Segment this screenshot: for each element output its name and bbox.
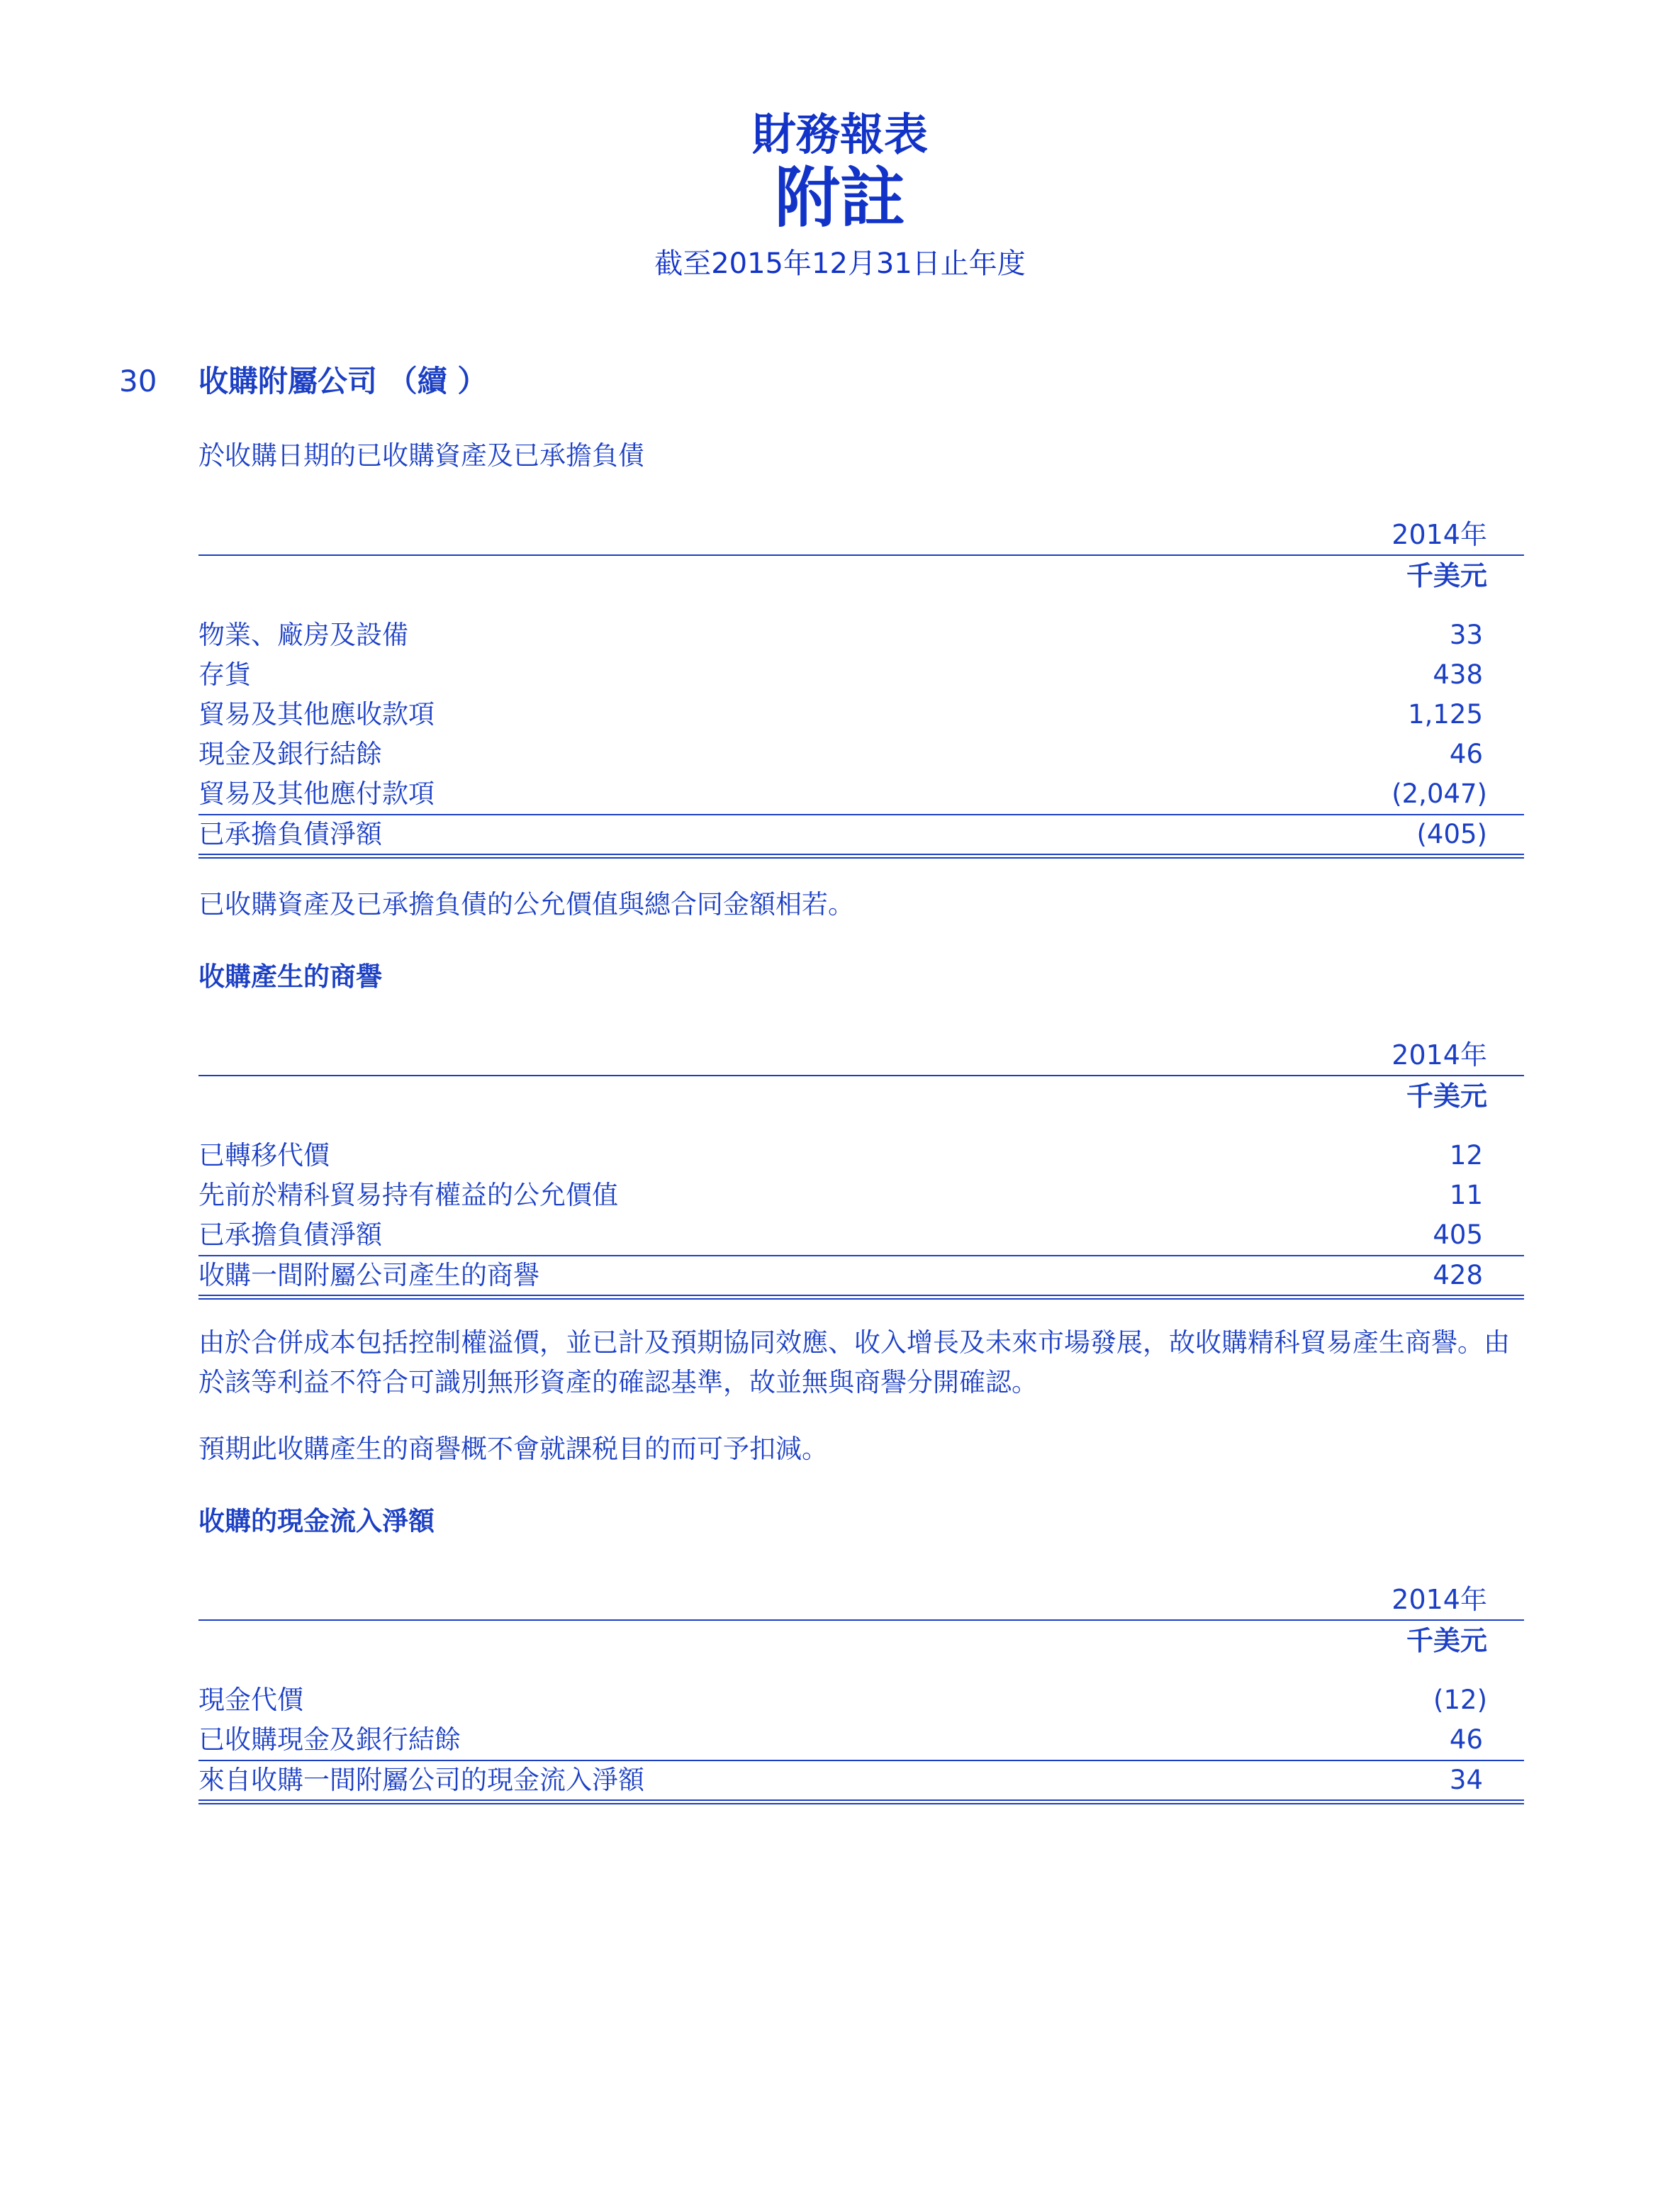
row-value: 46 <box>1449 739 1483 769</box>
row-value: 1,125 <box>1408 699 1483 730</box>
row-label: 已承擔負債淨額 <box>198 1219 382 1250</box>
section-number: 30 <box>119 364 157 398</box>
table-row <box>198 615 1524 655</box>
table-row <box>198 735 1524 774</box>
row-label: 現金代價 <box>198 1685 303 1715</box>
row-value: 12 <box>1449 1140 1483 1171</box>
table-row <box>198 1720 1524 1760</box>
table1-caption: 於收購日期的已收購資產及已承擔負債 <box>198 440 644 471</box>
table-row <box>198 655 1524 695</box>
header-rule <box>198 1619 1524 1621</box>
table-total-row <box>198 1760 1524 1804</box>
row-value: 438 <box>1433 659 1483 690</box>
total-label: 來自收購一間附屬公司的現金流入淨額 <box>198 1765 644 1795</box>
report-title: 財務報表 <box>751 108 928 160</box>
table-total-row <box>198 1255 1524 1300</box>
row-label: 先前於精科貿易持有權益的公允價值 <box>198 1180 618 1210</box>
row-label: 存貨 <box>198 659 251 690</box>
page-header <box>0 106 1680 285</box>
notes-title: 附註 <box>774 160 905 236</box>
table-total-row <box>198 814 1524 859</box>
row-label: 貿易及其他應付款項 <box>198 778 435 809</box>
total-label: 收購一間附屬公司產生的商譽 <box>198 1260 539 1290</box>
row-label: 物業、廠房及設備 <box>198 620 408 650</box>
header-rule <box>198 554 1524 556</box>
goodwill-note-1: 由於合併成本包括控制權溢價，並已計及預期協同效應、收入增長及未來市場發展，故收購精科貿易產生商譽。由於該等利益不符合可識別無形資產的確認基準，故並無與商譽分開確認。 <box>198 1327 1510 1397</box>
period-label: 截至2015年12月31日止年度 <box>654 247 1026 280</box>
total-value: 34 <box>1449 1765 1483 1795</box>
cash-inflow-heading: 收購的現金流入淨額 <box>198 1506 435 1536</box>
unit-header: 千美元 <box>1406 1625 1487 1656</box>
cash-inflow-table <box>198 1580 1524 1804</box>
row-label: 已收購現金及銀行結餘 <box>198 1724 461 1755</box>
table1-note: 已收購資產及已承擔負債的公允價值與總合同金額相若。 <box>198 889 854 920</box>
goodwill-heading: 收購產生的商譽 <box>198 961 382 992</box>
row-value: 46 <box>1449 1724 1483 1755</box>
row-value: 405 <box>1433 1219 1483 1250</box>
table-row <box>198 695 1524 735</box>
table-row <box>198 1136 1524 1176</box>
row-value: (12) <box>1433 1685 1487 1715</box>
total-label: 已承擔負債淨額 <box>198 819 382 849</box>
assets-liabilities-table <box>198 515 1524 859</box>
table-header <box>198 1035 1524 1115</box>
year-header: 2014年 <box>1391 1039 1487 1071</box>
row-label: 貿易及其他應收款項 <box>198 699 435 730</box>
row-value: 33 <box>1449 620 1483 650</box>
table-row <box>198 1680 1524 1720</box>
table-row <box>198 1176 1524 1215</box>
table-row <box>198 774 1524 814</box>
row-value: 11 <box>1449 1180 1483 1210</box>
year-header: 2014年 <box>1391 1584 1487 1615</box>
total-value: 428 <box>1433 1260 1483 1290</box>
year-header: 2014年 <box>1391 519 1487 550</box>
row-value: (2,047) <box>1391 778 1487 809</box>
row-label: 現金及銀行結餘 <box>198 739 382 769</box>
header-rule <box>198 1075 1524 1076</box>
goodwill-note-2: 預期此收購產生的商譽概不會就課税目的而可予扣減。 <box>198 1434 828 1464</box>
unit-header: 千美元 <box>1406 1081 1487 1112</box>
goodwill-table <box>198 1035 1524 1300</box>
total-value: (405) <box>1416 819 1487 849</box>
table-row <box>198 1215 1524 1255</box>
unit-header: 千美元 <box>1406 560 1487 591</box>
table-header <box>198 1580 1524 1659</box>
section-title: 收購附屬公司 （續 ） <box>198 364 488 398</box>
table-header <box>198 515 1524 594</box>
row-label: 已轉移代價 <box>198 1140 330 1171</box>
